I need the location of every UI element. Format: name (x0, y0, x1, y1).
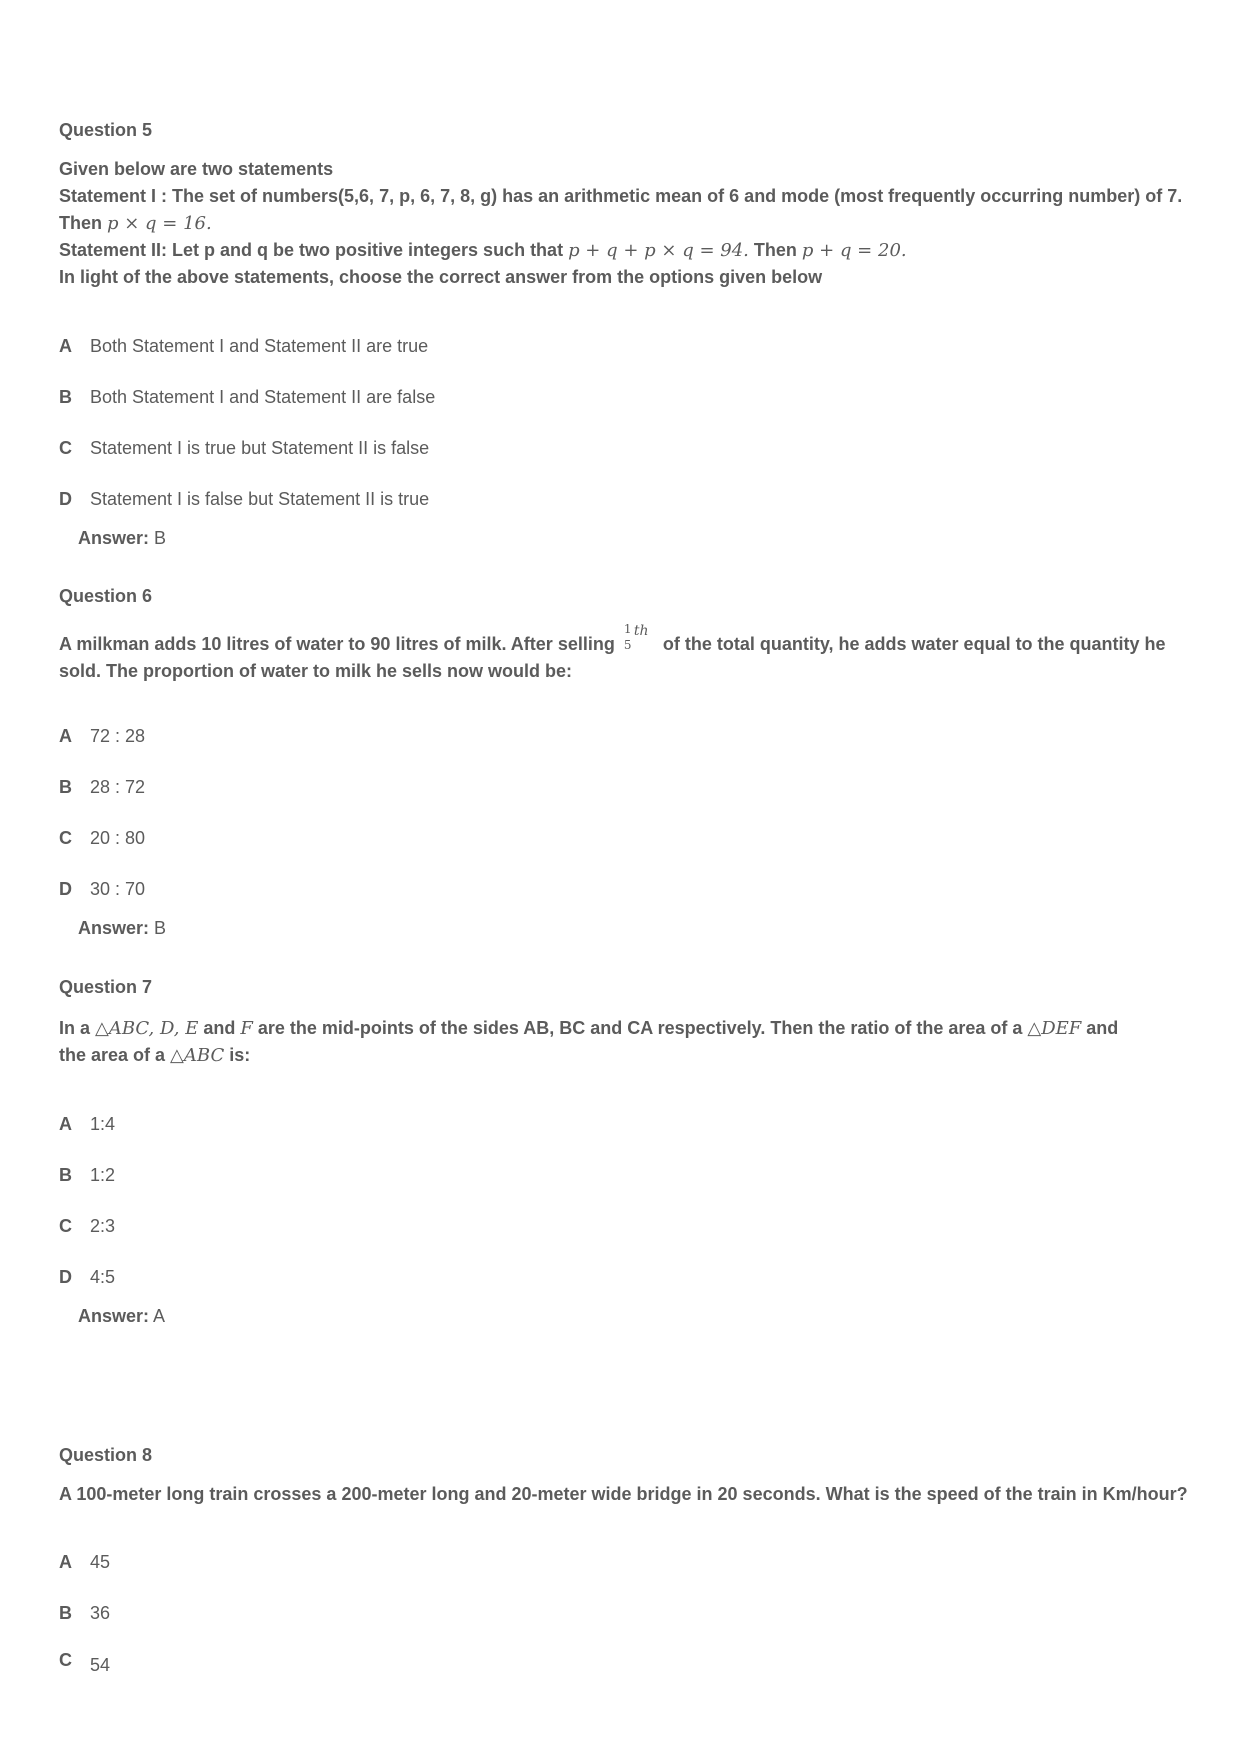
answer-value: B (149, 528, 167, 548)
option-letter: A (59, 1552, 72, 1572)
question-stem (59, 622, 1199, 685)
option-c[interactable] (59, 828, 145, 849)
stem-line: sold. The proportion of water to milk he sells now would be: (59, 661, 573, 681)
answer-value: A (149, 1306, 166, 1326)
question-6 (59, 586, 1189, 938)
option-letter: C (59, 1216, 72, 1236)
question-stem (59, 1015, 1199, 1069)
question-title: Question 5 (59, 120, 153, 140)
stem-line: Then p × q = 16. (59, 213, 212, 234)
answer-label: Answer: (78, 1306, 150, 1326)
option-letter: A (59, 726, 72, 746)
option-letter: D (59, 489, 72, 509)
option-text: 36 (90, 1603, 111, 1623)
option-letter: D (59, 879, 72, 899)
option-text: 1:2 (90, 1165, 116, 1185)
option-c[interactable] (59, 1216, 115, 1237)
option-letter: B (59, 1603, 72, 1623)
question-5 (59, 120, 1189, 548)
option-text: 28 : 72 (90, 777, 146, 797)
option-text: 1:4 (90, 1114, 116, 1134)
option-text: Both Statement I and Statement II are true (90, 336, 429, 356)
option-letter: C (59, 438, 72, 458)
option-c[interactable] (59, 1650, 111, 1675)
question-stem (59, 1481, 1209, 1508)
option-text: 2:3 (90, 1216, 116, 1236)
option-a[interactable] (59, 726, 145, 747)
option-text: Statement I is true but Statement II is false (90, 438, 430, 458)
answer-value: B (149, 918, 167, 938)
option-a[interactable] (59, 1552, 110, 1573)
question-title: Question 6 (59, 586, 153, 606)
stem-line: Given below are two statements (59, 159, 334, 179)
math-expression: △DEF (1027, 1018, 1082, 1039)
option-letter: D (59, 1267, 72, 1287)
question-8 (59, 1445, 1189, 1675)
option-text: Statement I is false but Statement II is true (90, 489, 430, 509)
stem-line: In light of the above statements, choose the correct answer from the options given below (59, 267, 823, 287)
question-7 (59, 977, 1189, 1326)
math-expression: p + q = 20. (801, 240, 907, 261)
option-text: 20 : 80 (90, 828, 146, 848)
option-letter: C (59, 1650, 72, 1670)
answer-label: Answer: (78, 528, 150, 548)
option-text: 30 : 70 (90, 879, 146, 899)
option-letter: C (59, 828, 72, 848)
answer (78, 528, 166, 549)
question-title: Question 8 (59, 1445, 153, 1465)
option-letter: B (59, 387, 72, 407)
option-text: 54 (90, 1655, 111, 1675)
option-d[interactable] (59, 879, 145, 900)
fraction-numerator: 1 (623, 622, 632, 636)
option-b[interactable] (59, 387, 435, 408)
stem-line: Statement I : The set of numbers(5,6, 7, p, 6, 7, 8, g) has an arithmetic mean of 6 and mode (most frequently occurring number) of 7. (59, 186, 1183, 206)
option-text: 45 (90, 1552, 111, 1572)
option-letter: B (59, 1165, 72, 1185)
option-text: Both Statement I and Statement II are false (90, 387, 436, 407)
option-d[interactable] (59, 489, 429, 510)
stem-line: In a △ABC, D, E and F are the mid-points of the sides AB, BC and CA respectively. Then the ratio of the area of a △DEF and (59, 1018, 1119, 1039)
math-expression: F (240, 1018, 253, 1039)
option-c[interactable] (59, 438, 429, 459)
stem-line: A 100-meter long train crosses a 200-meter long and 20-meter wide bridge in 20 seconds. What is the speed of the train in Km/hour? (59, 1484, 1188, 1504)
option-letter: A (59, 336, 72, 356)
answer-label: Answer: (78, 918, 150, 938)
option-d[interactable] (59, 1267, 115, 1288)
option-b[interactable] (59, 777, 145, 798)
fraction-denominator: 5 (623, 638, 632, 652)
stem-line: A milkman adds 10 litres of water to 90 litres of milk. After selling 1 5 th of the total quantity, he adds water equal to the quantity he (59, 630, 1199, 658)
option-a[interactable] (59, 336, 428, 357)
math-expression: △ABC, D, E (95, 1018, 199, 1039)
math-expression: △ABC (170, 1045, 225, 1066)
stem-line: Statement II: Let p and q be two positive integers such that p + q + p × q = 94. Then p + q = 20. (59, 240, 907, 261)
option-letter: A (59, 1114, 72, 1134)
option-letter: B (59, 777, 72, 797)
answer (78, 1306, 165, 1327)
math-expression: p × q = 16. (107, 213, 212, 234)
stem-line: the area of a △ABC is: (59, 1045, 251, 1066)
answer (78, 918, 166, 939)
option-b[interactable] (59, 1603, 110, 1624)
fraction (620, 622, 658, 652)
option-a[interactable] (59, 1114, 115, 1135)
math-expression: p + q + p × q = 94. (568, 240, 749, 261)
question-title: Question 7 (59, 977, 153, 997)
fraction-superscript: th (633, 623, 649, 639)
option-b[interactable] (59, 1165, 115, 1186)
option-text: 72 : 28 (90, 726, 146, 746)
question-stem (59, 156, 1199, 291)
option-text: 4:5 (90, 1267, 116, 1287)
